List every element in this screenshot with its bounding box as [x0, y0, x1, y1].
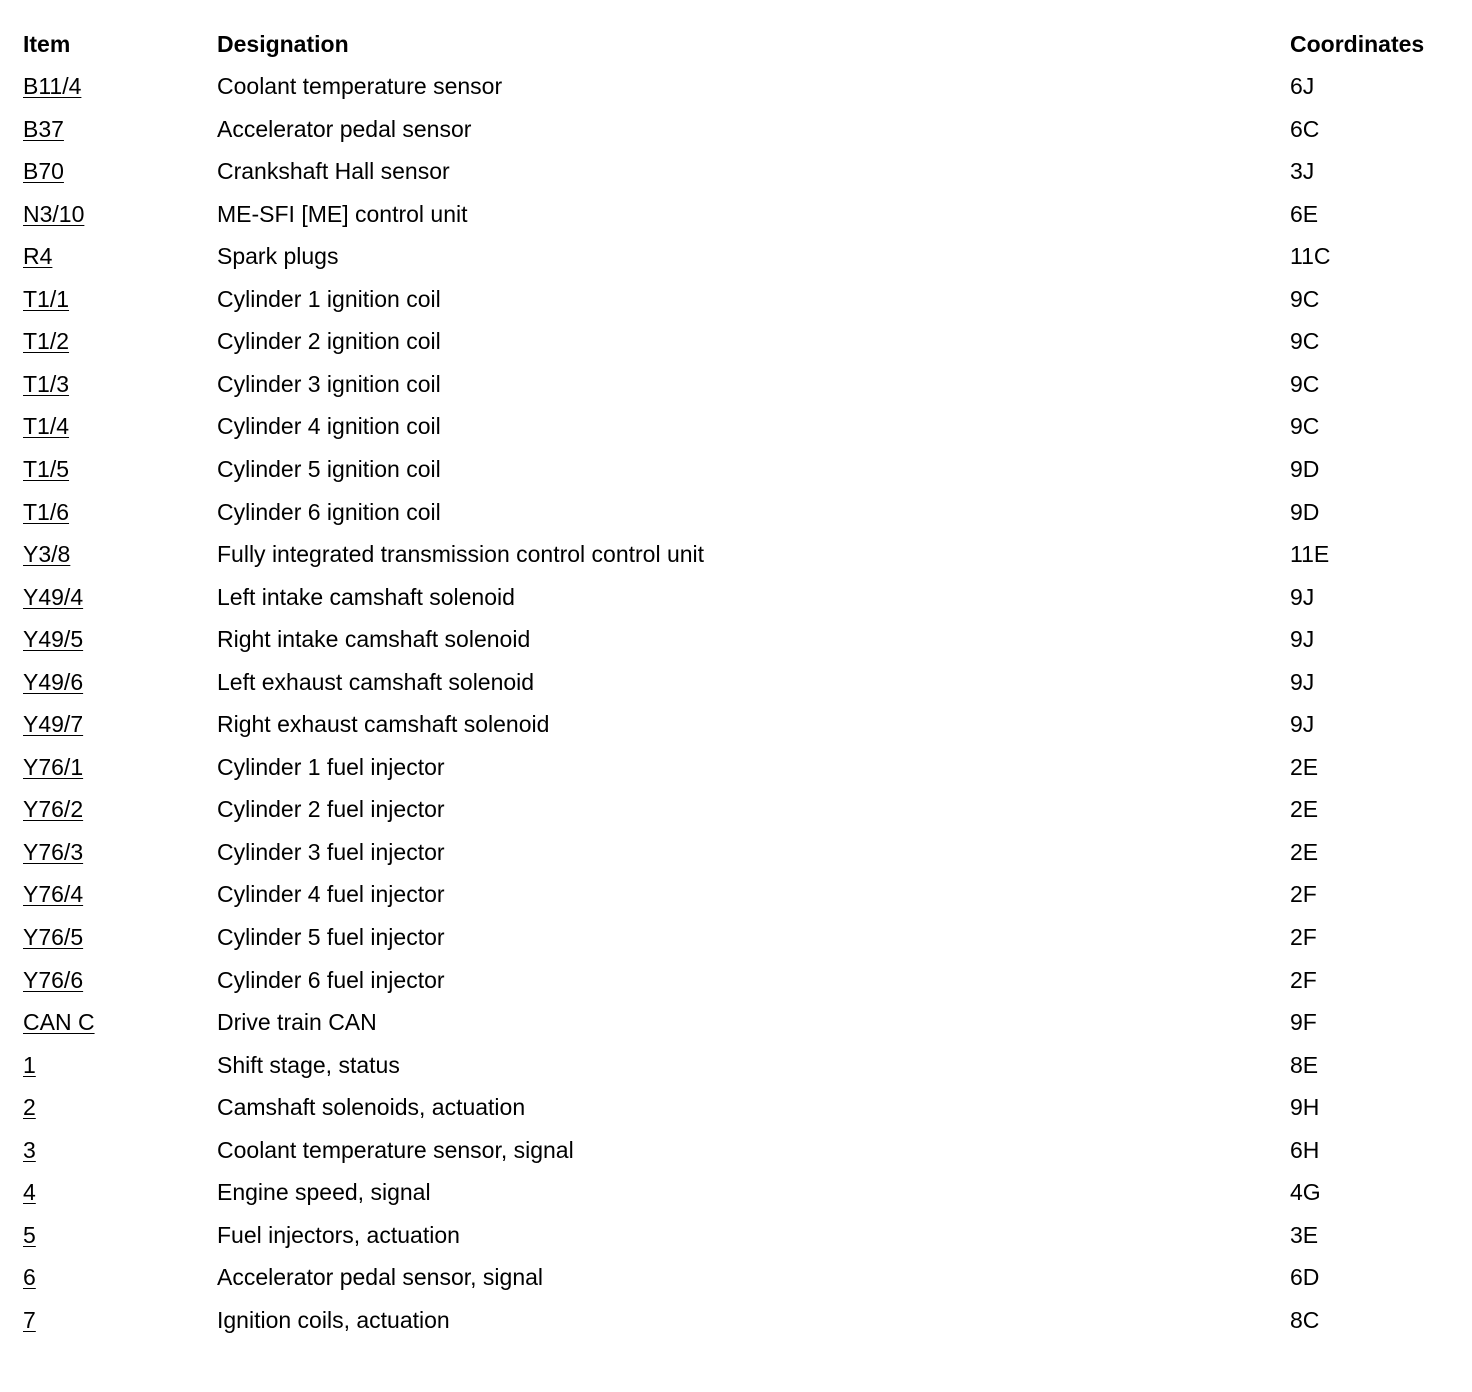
designation-text: Camshaft solenoids, actuation	[217, 1094, 526, 1120]
table-row	[0, 839, 1472, 881]
coordinates-text: 9H	[1290, 1094, 1320, 1120]
table-row	[0, 1179, 1472, 1221]
coordinates-text: 9D	[1290, 499, 1320, 525]
item-link[interactable]: T1/2	[23, 328, 70, 354]
coordinates-text: 6H	[1290, 1137, 1320, 1163]
item-link[interactable]: Y76/1	[23, 754, 84, 780]
designation-text: Left intake camshaft solenoid	[217, 584, 515, 610]
table-row	[0, 1137, 1472, 1179]
item-link[interactable]: 3	[23, 1137, 36, 1163]
table-row	[0, 499, 1472, 541]
designation-text: Coolant temperature sensor	[217, 73, 503, 99]
designation-text: Cylinder 6 ignition coil	[217, 499, 441, 525]
table-row	[0, 967, 1472, 1009]
coordinates-text: 9J	[1290, 669, 1315, 695]
table-row	[0, 1052, 1472, 1094]
item-link[interactable]: Y76/2	[23, 796, 84, 822]
coordinates-text: 6D	[1290, 1264, 1320, 1290]
table-row	[0, 1264, 1472, 1306]
designation-text: Cylinder 1 fuel injector	[217, 754, 445, 780]
coordinates-text: 6J	[1290, 73, 1315, 99]
table-row	[0, 541, 1472, 583]
designation-text: Engine speed, signal	[217, 1179, 431, 1205]
item-link[interactable]: CAN C	[23, 1009, 95, 1035]
coordinates-text: 6E	[1290, 201, 1319, 227]
table-row	[0, 286, 1472, 328]
table-row	[0, 371, 1472, 413]
table-row	[0, 924, 1472, 966]
item-link[interactable]: B37	[23, 116, 64, 142]
table-row	[0, 1094, 1472, 1136]
header-designation: Designation	[217, 31, 349, 57]
coordinates-text: 9C	[1290, 286, 1320, 312]
item-link[interactable]: 7	[23, 1307, 36, 1333]
coordinates-text: 2E	[1290, 754, 1319, 780]
item-link[interactable]: 2	[23, 1094, 36, 1120]
table-row	[0, 456, 1472, 498]
item-link[interactable]: N3/10	[23, 201, 85, 227]
designation-text: Cylinder 4 fuel injector	[217, 881, 445, 907]
coordinates-text: 9C	[1290, 328, 1320, 354]
table-row	[0, 1009, 1472, 1051]
table-row	[0, 116, 1472, 158]
designation-text: Fuel injectors, actuation	[217, 1222, 460, 1248]
designation-text: ME-SFI [ME] control unit	[217, 201, 468, 227]
designation-text: Left exhaust camshaft solenoid	[217, 669, 535, 695]
designation-text: Cylinder 2 fuel injector	[217, 796, 445, 822]
item-link[interactable]: Y76/6	[23, 967, 84, 993]
coordinates-text: 2F	[1290, 967, 1317, 993]
item-link[interactable]: Y49/5	[23, 626, 84, 652]
table-row	[0, 711, 1472, 753]
item-link[interactable]: T1/6	[23, 499, 70, 525]
designation-text: Cylinder 5 ignition coil	[217, 456, 441, 482]
coordinates-text: 8E	[1290, 1052, 1319, 1078]
item-link[interactable]: Y49/7	[23, 711, 84, 737]
designation-text: Cylinder 5 fuel injector	[217, 924, 445, 950]
item-link[interactable]: Y3/8	[23, 541, 71, 567]
designation-text: Cylinder 4 ignition coil	[217, 413, 441, 439]
designation-text: Right intake camshaft solenoid	[217, 626, 531, 652]
table-row	[0, 584, 1472, 626]
item-link[interactable]: Y76/5	[23, 924, 84, 950]
designation-text: Cylinder 3 ignition coil	[217, 371, 441, 397]
designation-text: Coolant temperature sensor, signal	[217, 1137, 574, 1163]
coordinates-text: 11E	[1290, 541, 1330, 567]
coordinates-text: 9C	[1290, 371, 1320, 397]
coordinates-text: 9J	[1290, 584, 1315, 610]
item-link[interactable]: Y76/3	[23, 839, 84, 865]
designation-text: Accelerator pedal sensor, signal	[217, 1264, 544, 1290]
header-item: Item	[23, 31, 71, 57]
designation-text: Right exhaust camshaft solenoid	[217, 711, 550, 737]
item-link[interactable]: B11/4	[23, 73, 82, 99]
coordinates-text: 9D	[1290, 456, 1320, 482]
coordinates-text: 6C	[1290, 116, 1320, 142]
item-link[interactable]: Y49/4	[23, 584, 84, 610]
table-row	[0, 158, 1472, 200]
designation-text: Crankshaft Hall sensor	[217, 158, 450, 184]
table-row	[0, 626, 1472, 668]
table-row	[0, 881, 1472, 923]
coordinates-text: 3E	[1290, 1222, 1319, 1248]
coordinates-text: 2F	[1290, 924, 1317, 950]
coordinates-text: 8C	[1290, 1307, 1320, 1333]
item-link[interactable]: Y49/6	[23, 669, 84, 695]
table-row	[0, 73, 1472, 115]
designation-text: Cylinder 1 ignition coil	[217, 286, 441, 312]
coordinates-text: 11C	[1290, 243, 1331, 269]
item-link[interactable]: 4	[23, 1179, 36, 1205]
table-header	[0, 31, 1472, 73]
table-row	[0, 1222, 1472, 1264]
item-link[interactable]: B70	[23, 158, 64, 184]
coordinates-text: 9J	[1290, 711, 1315, 737]
item-link[interactable]: 5	[23, 1222, 36, 1248]
item-link[interactable]: Y76/4	[23, 881, 84, 907]
designation-text: Cylinder 2 ignition coil	[217, 328, 441, 354]
designation-text: Cylinder 6 fuel injector	[217, 967, 445, 993]
designation-text: Ignition coils, actuation	[217, 1307, 450, 1333]
item-link[interactable]: 6	[23, 1264, 36, 1290]
table-row	[0, 754, 1472, 796]
table-row	[0, 201, 1472, 243]
coordinates-text: 4G	[1290, 1179, 1321, 1205]
coordinates-text: 3J	[1290, 158, 1315, 184]
designation-text: Fully integrated transmission control control unit	[217, 541, 705, 567]
item-link[interactable]: T1/4	[23, 413, 70, 439]
table-row	[0, 669, 1472, 711]
designation-text: Drive train CAN	[217, 1009, 377, 1035]
table-row	[0, 796, 1472, 838]
designation-text: Shift stage, status	[217, 1052, 400, 1078]
item-link[interactable]: R4	[23, 243, 53, 269]
coordinates-text: 9C	[1290, 413, 1320, 439]
item-link[interactable]: T1/3	[23, 371, 70, 397]
designation-text: Cylinder 3 fuel injector	[217, 839, 445, 865]
table-row	[0, 243, 1472, 285]
designation-text: Spark plugs	[217, 243, 339, 269]
coordinates-text: 2E	[1290, 839, 1319, 865]
designation-text: Accelerator pedal sensor	[217, 116, 472, 142]
coordinates-text: 9F	[1290, 1009, 1317, 1035]
coordinates-text: 2F	[1290, 881, 1317, 907]
coordinates-text: 9J	[1290, 626, 1315, 652]
item-link[interactable]: 1	[23, 1052, 36, 1078]
table-row	[0, 328, 1472, 370]
coordinates-text: 2E	[1290, 796, 1319, 822]
table-row	[0, 413, 1472, 455]
table-row	[0, 1307, 1472, 1349]
item-link[interactable]: T1/5	[23, 456, 70, 482]
item-link[interactable]: T1/1	[23, 286, 70, 312]
header-coordinates: Coordinates	[1290, 31, 1425, 57]
